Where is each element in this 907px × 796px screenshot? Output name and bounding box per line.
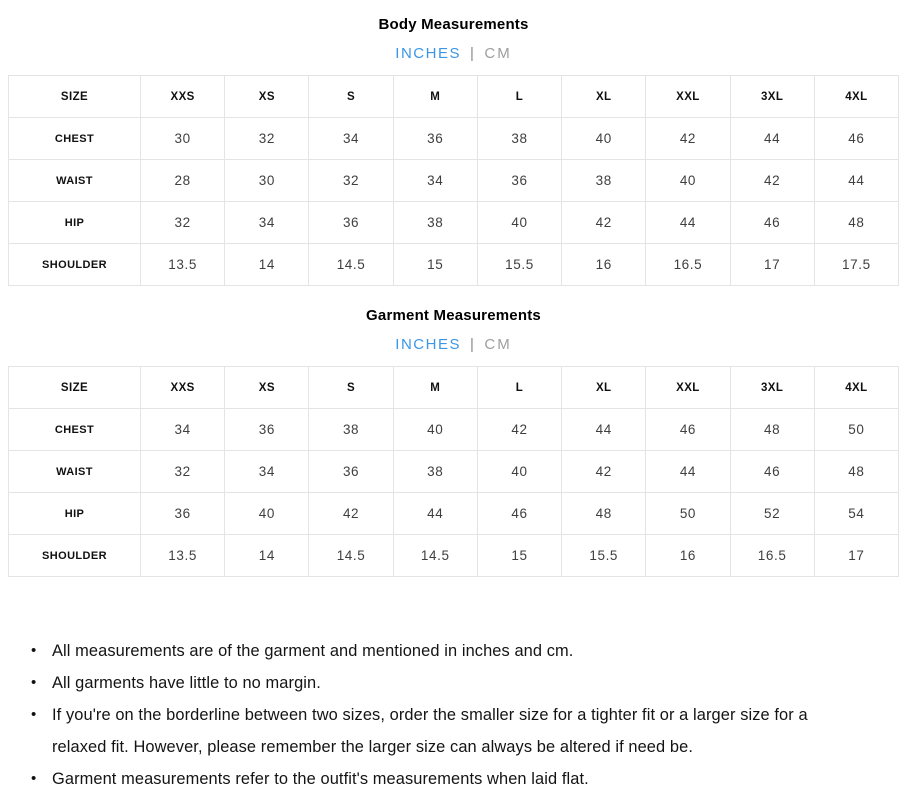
measurement-value: 40 xyxy=(225,493,309,535)
size-header-4xl: 4XL xyxy=(814,76,898,118)
measurement-value: 42 xyxy=(646,118,730,160)
measurement-value: 30 xyxy=(225,160,309,202)
measurement-value: 34 xyxy=(225,202,309,244)
measurement-row-hip xyxy=(9,493,899,535)
measurement-value: 38 xyxy=(309,409,393,451)
measurement-value: 13.5 xyxy=(141,535,225,577)
size-header-m: M xyxy=(393,367,477,409)
note-item: • Garment measurements refer to the outfit's measurements when laid flat. xyxy=(30,763,860,795)
measurement-value: 44 xyxy=(814,160,898,202)
measurement-value: 50 xyxy=(646,493,730,535)
measurement-value: 40 xyxy=(393,409,477,451)
measurement-value: 54 xyxy=(814,493,898,535)
measurement-value: 36 xyxy=(477,160,561,202)
garment-measurements-section xyxy=(0,308,907,577)
size-header-s: S xyxy=(309,367,393,409)
size-header-xxs: XXS xyxy=(141,367,225,409)
size-header-xl: XL xyxy=(562,76,646,118)
measurement-value: 17 xyxy=(814,535,898,577)
row-label: CHEST xyxy=(9,409,141,451)
notes-list xyxy=(30,635,867,795)
measurement-value: 16 xyxy=(562,244,646,286)
measurement-value: 32 xyxy=(141,202,225,244)
measurement-value: 44 xyxy=(646,202,730,244)
measurement-value: 38 xyxy=(562,160,646,202)
measurement-row-waist xyxy=(9,451,899,493)
measurement-value: 42 xyxy=(477,409,561,451)
measurement-value: 46 xyxy=(730,451,814,493)
measurement-value: 32 xyxy=(225,118,309,160)
measurement-row-chest xyxy=(9,118,899,160)
garment-measurements-title: Garment Measurements xyxy=(366,307,541,324)
measurement-value: 36 xyxy=(141,493,225,535)
measurement-value: 46 xyxy=(646,409,730,451)
measurement-value: 15.5 xyxy=(477,244,561,286)
row-label: CHEST xyxy=(9,118,141,160)
measurement-value: 44 xyxy=(730,118,814,160)
size-header-l: L xyxy=(477,367,561,409)
cm-toggle[interactable]: CM xyxy=(484,336,512,353)
size-column-header: SIZE xyxy=(9,76,141,118)
size-header-3xl: 3XL xyxy=(730,367,814,409)
size-header-xs: XS xyxy=(225,367,309,409)
body-measurements-section xyxy=(0,17,907,286)
note-item: • If you're on the borderline between two sizes, order the smaller size for a tighter fit or a larger size for a relaxed fit. However, please remember the larger size can always be altered if need be. xyxy=(30,699,860,763)
measurement-value: 44 xyxy=(646,451,730,493)
body-unit-toggle xyxy=(0,46,907,62)
measurement-value: 30 xyxy=(141,118,225,160)
measurement-value: 46 xyxy=(730,202,814,244)
measurement-value: 50 xyxy=(814,409,898,451)
garment-unit-toggle xyxy=(0,337,907,353)
measurement-value: 48 xyxy=(814,451,898,493)
measurement-value: 14 xyxy=(225,535,309,577)
size-header-m: M xyxy=(393,76,477,118)
note-item: • All measurements are of the garment and mentioned in inches and cm. xyxy=(30,635,860,667)
row-label: WAIST xyxy=(9,160,141,202)
measurement-value: 17 xyxy=(730,244,814,286)
measurement-value: 42 xyxy=(562,202,646,244)
measurement-value: 13.5 xyxy=(141,244,225,286)
measurement-row-shoulder xyxy=(9,244,899,286)
measurement-row-hip xyxy=(9,202,899,244)
measurement-value: 44 xyxy=(562,409,646,451)
measurement-value: 40 xyxy=(562,118,646,160)
measurement-value: 36 xyxy=(393,118,477,160)
measurement-value: 42 xyxy=(562,451,646,493)
measurement-value: 46 xyxy=(814,118,898,160)
row-label: HIP xyxy=(9,202,141,244)
unit-divider: | xyxy=(469,336,476,353)
measurement-value: 16 xyxy=(646,535,730,577)
size-header-row xyxy=(9,76,899,118)
measurement-value: 44 xyxy=(393,493,477,535)
measurement-value: 42 xyxy=(730,160,814,202)
size-header-s: S xyxy=(309,76,393,118)
measurement-value: 15 xyxy=(393,244,477,286)
inches-toggle[interactable]: INCHES xyxy=(395,45,461,62)
size-header-xxs: XXS xyxy=(141,76,225,118)
measurement-value: 48 xyxy=(730,409,814,451)
measurement-value: 15 xyxy=(477,535,561,577)
measurement-value: 17.5 xyxy=(814,244,898,286)
measurement-row-shoulder xyxy=(9,535,899,577)
measurement-value: 34 xyxy=(225,451,309,493)
note-item: • All garments have little to no margin. xyxy=(30,667,860,699)
size-column-header: SIZE xyxy=(9,367,141,409)
measurement-value: 40 xyxy=(477,451,561,493)
measurement-value: 36 xyxy=(225,409,309,451)
measurement-value: 38 xyxy=(393,451,477,493)
measurement-value: 32 xyxy=(141,451,225,493)
measurement-value: 28 xyxy=(141,160,225,202)
measurement-value: 48 xyxy=(814,202,898,244)
size-header-xs: XS xyxy=(225,76,309,118)
size-header-xxl: XXL xyxy=(646,367,730,409)
measurement-value: 36 xyxy=(309,451,393,493)
row-label: WAIST xyxy=(9,451,141,493)
measurement-value: 34 xyxy=(141,409,225,451)
measurement-value: 38 xyxy=(393,202,477,244)
measurement-value: 48 xyxy=(562,493,646,535)
row-label: SHOULDER xyxy=(9,535,141,577)
row-label: HIP xyxy=(9,493,141,535)
measurement-value: 46 xyxy=(477,493,561,535)
measurement-value: 40 xyxy=(646,160,730,202)
measurement-value: 40 xyxy=(477,202,561,244)
body-measurements-table xyxy=(8,75,899,286)
measurement-value: 52 xyxy=(730,493,814,535)
measurement-value: 14.5 xyxy=(309,244,393,286)
measurement-value: 14 xyxy=(225,244,309,286)
body-measurements-title: Body Measurements xyxy=(378,16,529,33)
unit-divider: | xyxy=(469,45,476,62)
size-header-3xl: 3XL xyxy=(730,76,814,118)
measurement-value: 14.5 xyxy=(393,535,477,577)
measurement-value: 16.5 xyxy=(646,244,730,286)
inches-toggle[interactable]: INCHES xyxy=(395,336,461,353)
measurement-value: 34 xyxy=(393,160,477,202)
measurement-row-chest xyxy=(9,409,899,451)
size-header-xl: XL xyxy=(562,367,646,409)
size-header-4xl: 4XL xyxy=(814,367,898,409)
cm-toggle[interactable]: CM xyxy=(484,45,512,62)
measurement-value: 36 xyxy=(309,202,393,244)
measurement-value: 34 xyxy=(309,118,393,160)
row-label: SHOULDER xyxy=(9,244,141,286)
measurement-value: 38 xyxy=(477,118,561,160)
garment-measurements-table xyxy=(8,366,899,577)
measurement-row-waist xyxy=(9,160,899,202)
size-header-xxl: XXL xyxy=(646,76,730,118)
measurement-value: 16.5 xyxy=(730,535,814,577)
measurement-value: 14.5 xyxy=(309,535,393,577)
measurement-value: 15.5 xyxy=(562,535,646,577)
measurement-value: 42 xyxy=(309,493,393,535)
size-header-row xyxy=(9,367,899,409)
size-header-l: L xyxy=(477,76,561,118)
measurement-value: 32 xyxy=(309,160,393,202)
